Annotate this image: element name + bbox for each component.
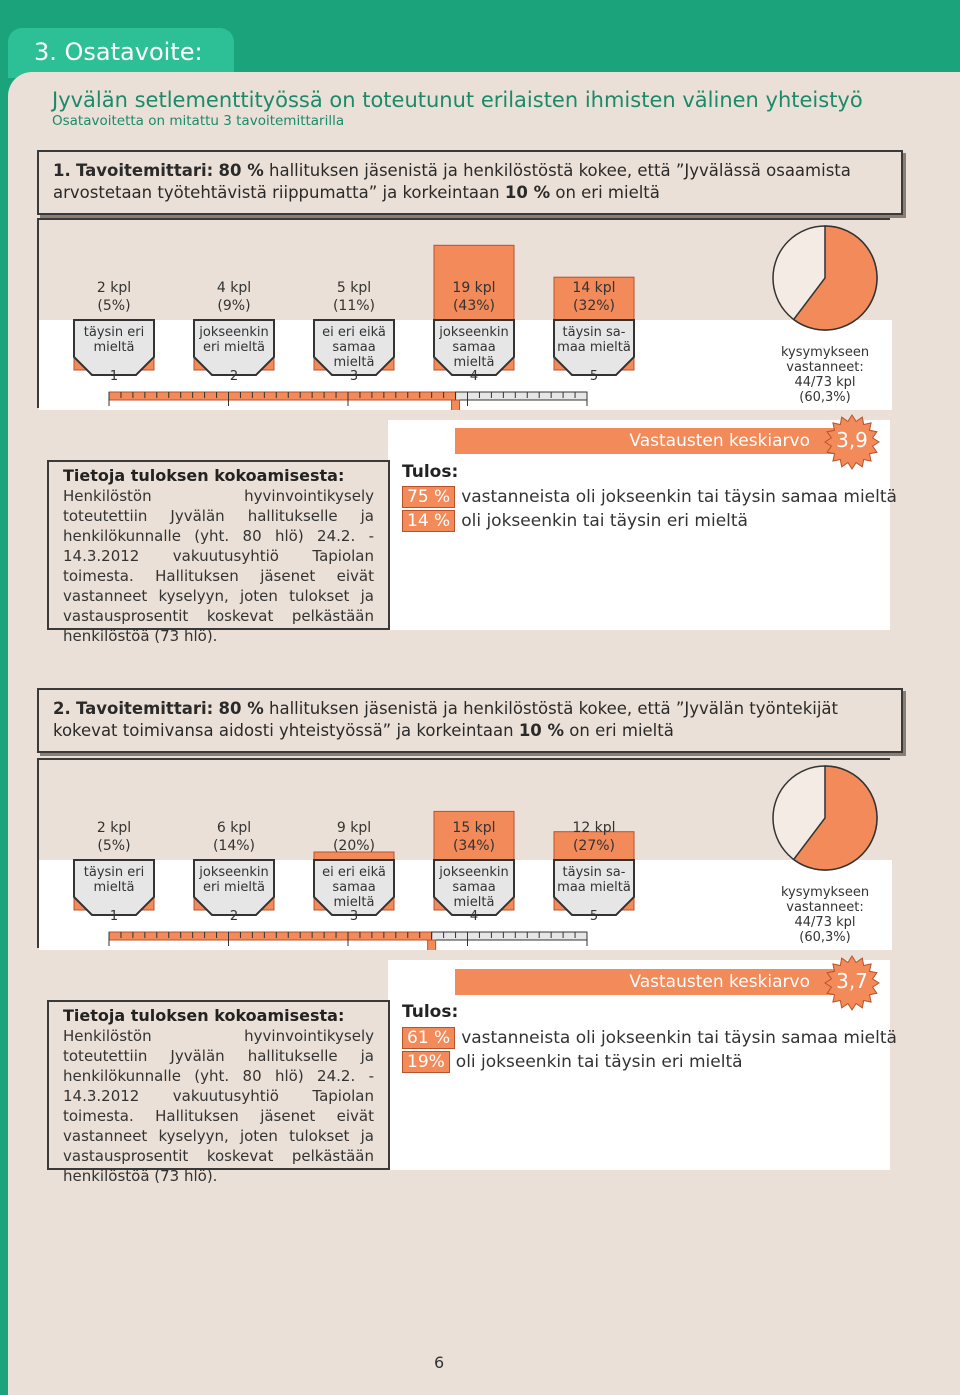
average-banner-2: [455, 969, 855, 995]
goal-title: Jyvälän setlementtityössä on toteutunut erilaisten ihmisten välinen yhteistyö: [52, 88, 863, 112]
scale-label: samaa: [452, 340, 496, 355]
count-label: 15 kpl: [452, 820, 496, 836]
percent-label: (20%): [332, 838, 376, 854]
scale-label: ei eri eikä: [322, 865, 386, 880]
scale-label: jokseenkin: [439, 865, 509, 880]
question-label: Tavoitemittari:: [76, 699, 214, 718]
scale-label: samaa: [452, 880, 496, 895]
result-text: oli jokseenkin tai täysin eri mieltä: [461, 511, 748, 531]
average-value: 3,7: [836, 969, 868, 993]
result-label: Tulos:: [402, 1002, 459, 1022]
question-number: 2.: [53, 699, 71, 718]
scale-label: täysin eri: [83, 865, 145, 880]
chart-1: [37, 218, 890, 408]
scale-label: mieltä: [93, 340, 135, 355]
percent-label: (43%): [452, 298, 496, 314]
scale-label: eri mieltä: [202, 340, 266, 355]
average-value: 3,9: [836, 428, 868, 452]
respondents-label: (60,3%): [799, 390, 851, 405]
mean-pointer: [452, 400, 460, 410]
respondents-label: (60,3%): [799, 930, 851, 945]
question-box-2: [37, 688, 903, 753]
percent-label: (5%): [97, 298, 131, 314]
result-pct: 61 %: [402, 1027, 455, 1049]
section-title: 3. Osatavoite:: [34, 38, 203, 66]
scale-number: 3: [349, 909, 359, 924]
chart-svg: [39, 760, 892, 950]
result-text: vastanneista oli jokseenkin tai täysin samaa mieltä: [461, 1028, 897, 1048]
page-number: 6: [434, 1353, 445, 1372]
question-pct1: 80 %: [218, 699, 264, 718]
count-label: 6 kpl: [216, 820, 252, 836]
scale-label: täysin sa-: [562, 865, 626, 880]
scale-number: 1: [109, 369, 119, 384]
info-box-1: [47, 460, 390, 645]
scale-number: 5: [589, 909, 599, 924]
result-line-2: [402, 1051, 743, 1073]
percent-label: (34%): [452, 838, 496, 854]
mean-pointer: [428, 940, 436, 950]
count-label: 2 kpl: [96, 820, 132, 836]
count-label: 4 kpl: [216, 280, 252, 296]
result-pct: 14 %: [402, 510, 455, 532]
scale-number: 2: [229, 369, 239, 384]
result-label: Tulos:: [402, 462, 459, 482]
scale-label: mieltä: [93, 880, 135, 895]
scale-label: mieltä: [453, 355, 495, 370]
count-label: 2 kpl: [96, 280, 132, 296]
percent-label: (9%): [217, 298, 251, 314]
mean-ruler-empty: [456, 392, 587, 400]
scale-label: samaa: [332, 340, 376, 355]
result-line-2: [402, 510, 748, 532]
chart-svg: [39, 220, 892, 410]
scale-number: 4: [469, 909, 479, 924]
respondents-label: 44/73 kpl: [794, 375, 856, 390]
count-label: 19 kpl: [452, 280, 496, 296]
respondents-label: 44/73 kpl: [794, 915, 856, 930]
respondents-label: vastanneet:: [786, 360, 864, 375]
question-pct2: 10 %: [518, 721, 565, 740]
scale-label: jokseenkin: [199, 865, 269, 880]
scale-label: maa mieltä: [557, 340, 631, 355]
question-number: 1.: [53, 161, 71, 180]
result-text: vastanneista oli jokseenkin tai täysin samaa mieltä: [461, 487, 897, 507]
question-pct2: 10 %: [504, 183, 551, 202]
scale-label: ei eri eikä: [322, 325, 386, 340]
scale-number: 2: [229, 909, 239, 924]
percent-label: (14%): [212, 838, 256, 854]
result-pct: 19%: [402, 1051, 450, 1073]
mean-ruler-fill: [109, 932, 432, 940]
respondents-label: kysymykseen: [780, 885, 870, 900]
info-text: Henkilöstön hyvinvointikysely toteutettiin Jyvälän hallitukselle ja henkilökunnalle (yht. 80 hlö) 24.2. - 14.3.2012 vakuutusyhtiö Tapiolan toimesta. Hallituksen jäsenet eivät vastanneet kyselyyn, joten tulokset ja vastausprosentit koskevat pelkästään henkilöstöä (73 hlö).: [63, 1027, 374, 1185]
info-title: Tietoja tuloksen kokoamisesta:: [63, 1006, 345, 1025]
scale-label: mieltä: [333, 895, 375, 910]
respondents-label: vastanneet:: [786, 900, 864, 915]
scale-label: jokseenkin: [199, 325, 269, 340]
count-label: 14 kpl: [572, 280, 616, 296]
scale-label: jokseenkin: [439, 325, 509, 340]
percent-label: (27%): [572, 838, 616, 854]
scale-label: mieltä: [333, 355, 375, 370]
question-pct1: 80 %: [218, 161, 264, 180]
goal-subtitle: Osatavoitetta on mitattu 3 tavoitemittarilla: [52, 113, 345, 129]
mean-ruler-empty: [432, 932, 587, 940]
average-label: Vastausten keskiarvo: [629, 972, 810, 992]
scale-label: mieltä: [453, 895, 495, 910]
question-text2: on eri mieltä: [550, 183, 660, 202]
scale-number: 1: [109, 909, 119, 924]
scale-number: 4: [469, 369, 479, 384]
percent-label: (32%): [572, 298, 616, 314]
result-line-1: [402, 1027, 897, 1049]
scale-label: samaa: [332, 880, 376, 895]
average-label: Vastausten keskiarvo: [629, 431, 810, 451]
scale-label: maa mieltä: [557, 880, 631, 895]
question-text1: hallituksen jäsenistä ja henkilöstöstä kokee, että ”Jyvälässä osaamista arvostetaan työtehtävistä riippumatta” ja korkeintaan: [53, 161, 851, 202]
scale-label: täysin eri: [83, 325, 145, 340]
count-label: 5 kpl: [336, 280, 372, 296]
percent-label: (11%): [332, 298, 376, 314]
info-title: Tietoja tuloksen kokoamisesta:: [63, 466, 345, 485]
respondents-label: kysymykseen: [780, 345, 870, 360]
scale-number: 3: [349, 369, 359, 384]
question-label: Tavoitemittari:: [76, 161, 214, 180]
info-box-2: [47, 1000, 390, 1185]
chart-2: [37, 758, 890, 948]
result-line-1: [402, 486, 897, 508]
count-label: 12 kpl: [572, 820, 616, 836]
percent-label: (5%): [97, 838, 131, 854]
result-text: oli jokseenkin tai täysin eri mieltä: [455, 1052, 743, 1072]
question-box-1: [37, 150, 903, 215]
info-text: Henkilöstön hyvinvointikysely toteutettiin Jyvälän hallitukselle ja henkilökunnalle (yht. 80 hlö) 24.2. - 14.3.2012 vakuutusyhtiö Tapiolan toimesta. Hallituksen jäsenet eivät vastanneet kyselyyn, joten tulokset ja vastausprosentit koskevat pelkästään henkilöstöä (73 hlö).: [63, 487, 374, 645]
scale-label: eri mieltä: [202, 880, 266, 895]
scale-label: täysin sa-: [562, 325, 626, 340]
result-pct: 75 %: [402, 486, 455, 508]
average-banner-1: [455, 428, 855, 454]
question-text2: on eri mieltä: [564, 721, 674, 740]
question-text1: hallituksen jäsenistä ja henkilöstöstä kokee, että ”Jyvälän työntekijät kokevat toimivansa aidosti yhteistyössä” ja korkeintaan: [53, 699, 838, 740]
count-label: 9 kpl: [336, 820, 372, 836]
mean-ruler-fill: [109, 392, 456, 400]
scale-number: 5: [589, 369, 599, 384]
